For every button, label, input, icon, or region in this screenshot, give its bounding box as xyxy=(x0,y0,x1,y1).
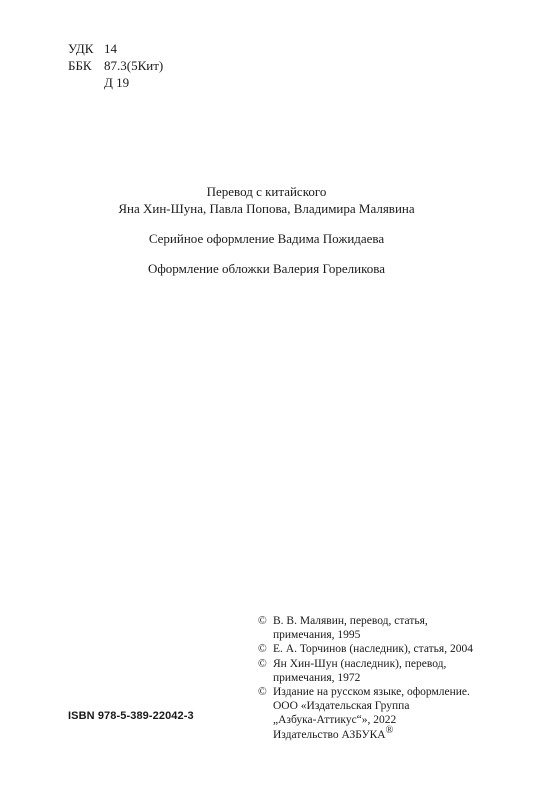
copyright-text xyxy=(273,685,470,742)
udk-row xyxy=(68,40,163,57)
bbk-label: ББК xyxy=(68,58,92,73)
copyright-line: В. В. Малявин, перевод, статья, xyxy=(273,615,428,627)
copyright-item xyxy=(258,685,508,742)
publisher-name: Издательство АЗБУКА xyxy=(273,728,386,741)
copyright-line: ООО «Издательская Группа xyxy=(273,700,410,713)
copyright-line: Издание на русском языке, оформление. xyxy=(273,686,470,699)
translation-line: Перевод с китайского xyxy=(206,184,327,199)
copyright-line: примечания, 1995 xyxy=(273,629,361,642)
bbk-row xyxy=(68,57,163,74)
copyright-symbol: © xyxy=(258,657,267,670)
copyright-symbol: © xyxy=(258,615,267,627)
series-design-credit xyxy=(0,230,533,247)
copyright-line: Е. А. Торчинов (наследник), статья, 2004 xyxy=(273,643,473,656)
bbk-code: 87.3(5Кит) xyxy=(104,58,164,73)
udk-code: 14 xyxy=(104,41,117,56)
author-mark-row xyxy=(68,74,163,91)
copyright-notices xyxy=(258,614,508,742)
copyright-symbol: © xyxy=(258,643,267,656)
publisher-line xyxy=(273,724,470,742)
copyright-text xyxy=(273,657,446,685)
isbn: ISBN 978-5-389-22042-3 xyxy=(68,710,194,722)
registered-mark: ® xyxy=(385,724,394,736)
translators-line: Яна Хин-Шуна, Павла Попова, Владимира Малявина xyxy=(118,201,415,216)
author-mark: Д 19 xyxy=(104,75,130,90)
copyright-text xyxy=(273,614,428,642)
udk-label: УДК xyxy=(68,41,94,56)
copyright-line: „Азбука-Аттикус“», 2022 xyxy=(273,714,397,727)
copyright-symbol: © xyxy=(258,686,267,699)
copyright-line: примечания, 1972 xyxy=(273,671,361,684)
series-design-line: Серийное оформление Вадима Пожидаева xyxy=(148,231,385,246)
copyright-text xyxy=(273,642,473,656)
copyright-item xyxy=(258,642,508,656)
cover-design-line: Оформление обложки Валерия Гореликова xyxy=(148,261,385,276)
library-classification xyxy=(68,40,163,91)
credits-block xyxy=(0,183,533,290)
translation-credit xyxy=(0,183,533,217)
copyright-item xyxy=(258,614,508,642)
copyright-line: Ян Хин-Шун (наследник), перевод, xyxy=(273,657,447,670)
cover-design-credit xyxy=(0,260,533,277)
copyright-item xyxy=(258,657,508,685)
